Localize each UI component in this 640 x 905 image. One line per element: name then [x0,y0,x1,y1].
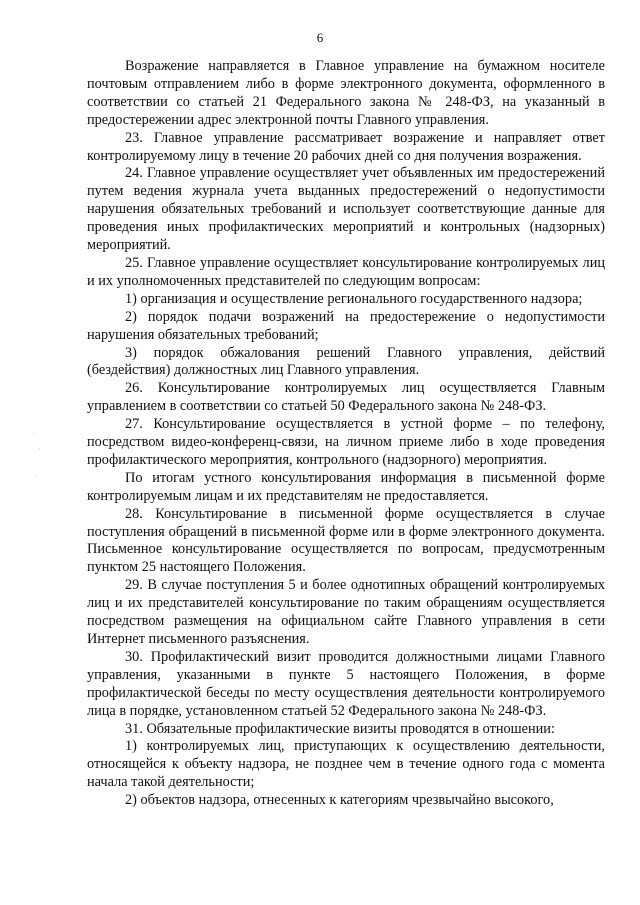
scan-mark: · [38,445,41,454]
scan-mark: · [33,429,36,438]
paragraph-25-item-2: 2) порядок подачи возражений на предостережение о недопустимости нарушения обязательных требований; [87,308,605,343]
paragraph-23: 23. Главное управление рассматривает возражение и направляет ответ контролируемому лицу в течение 20 рабочих дней со дня получения возражения. [87,129,605,164]
paragraph-26: 26. Консультирование контролируемых лиц осуществляется Главным управлением в соответствии со статьей 50 Федерального закона № 248-ФЗ. [87,380,605,415]
paragraph-31: 31. Обязательные профилактические визиты проводятся в отношении: [125,720,555,737]
document-body [87,58,605,810]
paragraph-30: 30. Профилактический визит проводится должностными лицами Главного управления, указанными в пункте 5 настоящего Положения, в форме профилактической беседы по месту осуществления деятельности контролируемого лица в порядке, установленном статьей 52 Федерального закона № 248-ФЗ. [87,648,605,719]
scan-mark: · [35,471,38,480]
paragraph-28: 28. Консультирование в письменной форме осуществляется в случае поступления обращений в письменной форме или в форме электронного документа. Письменное консультирование осуществляется по вопросам, предусмотренным пунктом 25 настоящего Положения. [87,505,605,576]
paragraph-25: 25. Главное управление осуществляет консультирование контролируемых лиц и их уполномоченных представителей по следующим вопросам: [87,254,605,289]
paragraph-25-item-1: 1) организация и осуществление регионального государственного надзора; [125,290,583,307]
paragraph-objection-submission: Возражение направляется в Главное управление на бумажном носителе почтовым отправлением либо в форме электронного документа, оформленного в соответствии со статьей 21 Федерального закона № 248-ФЗ, на указанный в предостережении адрес электронной почты Главного управления. [87,58,605,128]
page-number: 6 [316,30,324,45]
paragraph-29: 29. В случае поступления 5 и более однотипных обращений контролируемых лиц и их представителей консультирование по таким обращениям осуществляется посредством размещения на официальном сайте Главного управления в сети Интернет письменного разъяснения. [87,577,605,647]
paragraph-24: 24. Главное управление осуществляет учет объявленных им предостережений путем ведения журнала учета выданных предостережений о недопустимости нарушения обязательных требований и использует соответствующие данные для проведения иных профилактических мероприятий и контрольных (надзорных) мероприятий. [87,165,605,254]
paragraph-27-note: По итогам устного консультирования информация в письменной форме контролируемым лицам и их представителям не предоставляется. [87,469,605,504]
paragraph-31-item-2: 2) объектов надзора, отнесенных к категориям чрезвычайно высокого, [125,792,554,809]
paragraph-31-item-1: 1) контролируемых лиц, приступающих к осуществлению деятельности, относящейся к объекту надзора, не позднее чем в течение одного года с момента начала такой деятельности; [87,738,605,791]
paragraph-25-item-3: 3) порядок обжалования решений Главного управления, действий (бездействия) должностных лиц Главного управления. [87,344,605,379]
paragraph-27: 27. Консультирование осуществляется в устной форме – по телефону, посредством видео-конференц-связи, на личном приеме либо в ходе проведения профилактического мероприятия, контрольного (надзорного) мероприятия. [87,416,605,468]
